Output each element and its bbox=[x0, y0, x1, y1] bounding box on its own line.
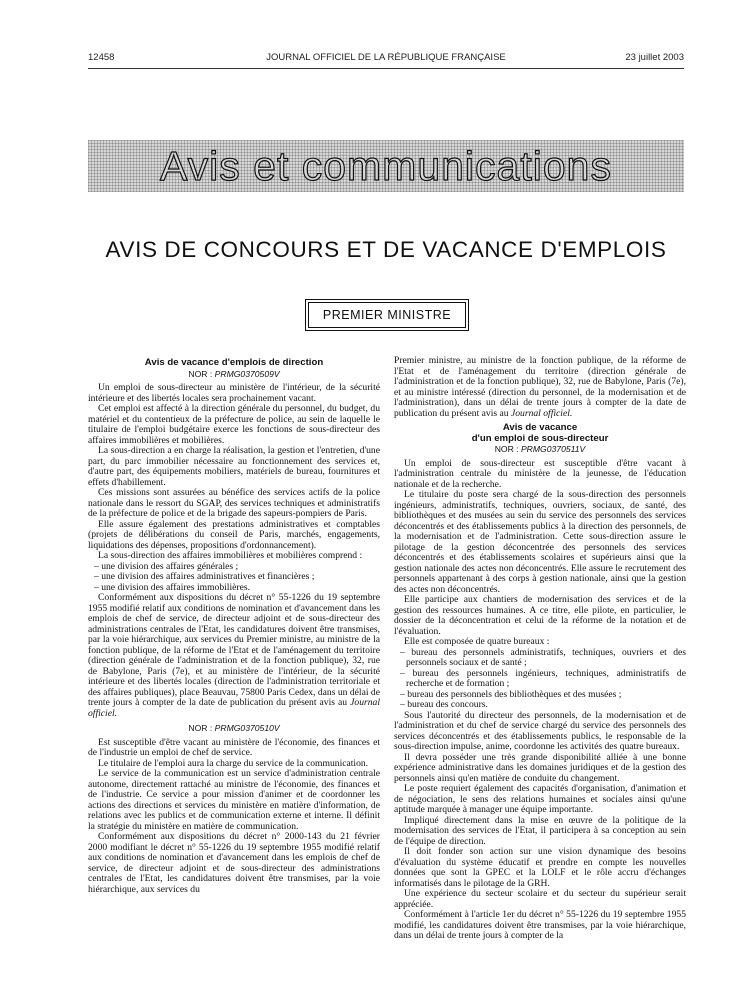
paragraph: Le poste requiert également des capacités d'organisation, d'animation et de négociation, le sens des relations humaines et sociales ainsi qu'une aptitude marquée à manager une équipe importante. bbox=[394, 783, 686, 815]
page-header bbox=[88, 52, 684, 66]
paragraph: Il devra posséder une très grande disponibilité alliée à une bonne expérience administrative dans les domaines juridiques et de la gestion des personnels ainsi qu'en matière de conduite du changement. bbox=[394, 751, 686, 784]
nor-reference: NOR : PRMG0370509V bbox=[188, 368, 280, 379]
division-list bbox=[88, 562, 380, 594]
paragraph: Impliqué directement dans la mise en œuvre de la politique de la modernisation des services de l'Etat, il participera à sa conception au sein de l'équipe de direction. bbox=[394, 814, 686, 847]
paragraph: Est susceptible d'être vacant au ministère de l'économie, des finances et de l'industrie un emploi de chef de service. bbox=[88, 736, 380, 758]
paragraph: Un emploi de sous-directeur est susceptible d'être vacant à l'administration centrale du ministère de la jeunesse, de l'éducation nationale et de la recherche. bbox=[394, 457, 686, 490]
paragraph: La sous-direction a en charge la réalisation, la gestion et l'entretien, d'une part, du parc immobilier nécessaire au fonctionnement des services et, d'autre part, des équipements mobiliers, matériels de bureau, fournitures et effets d'habillement. bbox=[88, 445, 380, 488]
left-column bbox=[88, 358, 380, 895]
paragraph: Conformément à l'article 1er du décret n° 55-1226 du 19 septembre 1955 modifié, les candidatures doivent être transmises, par la voie hiérarchique, dans un délai de trente jours à compter de la bbox=[394, 909, 686, 941]
paragraph: Elle est composée de quatre bureaux : bbox=[404, 636, 550, 647]
issue-date: 23 juillet 2003 bbox=[625, 52, 684, 63]
paragraph: La sous-direction des affaires immobilières et mobilières comprend : bbox=[98, 550, 363, 561]
notice-subtitle: d'un emploi de sous-directeur bbox=[471, 432, 609, 444]
journal-title: JOURNAL OFFICIEL DE LA RÉPUBLIQUE FRANÇAISE bbox=[266, 52, 506, 63]
nor-reference: NOR : PRMG0370511V bbox=[494, 444, 586, 454]
paragraph: Elle participe aux chantiers de modernisation des services et de la gestion des ressources humaines. A ce titre, elle pilote, en particulier, le dossier de la déconcentration et celui de la réforme de la notation et de l'évaluation. bbox=[394, 594, 686, 637]
paragraph-continued: Premier ministre, au ministre de la fonction publique, de la réforme de l'Etat et de l'aménagement du territoire (direction générale de l'administration et de la fonction publique), 32, rue de Babylone, Paris (7e), et au ministre intéressé (direction du personnel, de la modernisation et de l'administration), dans un délai de trente jours à compter de la date de publication du présent avis au Journal officiel. bbox=[394, 355, 686, 419]
paragraph: Conformément aux dispositions du décret n° 55-1226 du 19 septembre 1955 modifié relatif aux conditions de nomination et d'avancement dans les emplois de chef de service, de directeur adjoint et de sous-directeur des administrations centrales de l'Etat, les candidatures doivent être transmises, par la voie hiérarchique, aux services du Premier ministre, au ministre de la fonction publique, de la réforme de l'Etat et de l'aménagement du territoire (direction générale de l'administration et de la fonction publique), 32, rue de Babylone, Paris (7e), et au ministère de l'intérieur, de la sécurité intérieure et des libertés locales (direction de l'administration territoriale et des affaires publiques), place Beauvau, 75800 Paris Cedex, dans un délai de trente jours à compter de la date de publication du présent avis au Journal officiel. bbox=[88, 592, 381, 719]
paragraph: Une expérience du secteur scolaire et du secteur du supérieur serait appréciée. bbox=[394, 888, 686, 910]
list-item: – bureau des personnels des bibliothèques et des musées ; bbox=[400, 690, 686, 701]
section-banner bbox=[88, 140, 684, 192]
list-item: – une division des affaires générales ; bbox=[94, 562, 380, 573]
paragraph: Un emploi de sous-directeur au ministère de l'intérieur, de la sécurité intérieure et des libertés locales sera prochainement vacant. bbox=[88, 382, 380, 404]
list-item: – bureau des personnels ingénieurs, techniques, administratifs de recherche et de formation ; bbox=[400, 669, 686, 690]
page-number: 12458 bbox=[88, 52, 115, 63]
paragraph: Sous l'autorité du directeur des personnels, de la modernisation et de l'administration et du chef de service chargé du service des personnels des services déconcentrés et des établissements publics, le responsable de la sous-direction impulse, anime, coordonne les activités des quatre bureaux. bbox=[394, 709, 686, 752]
bureau-list bbox=[394, 648, 686, 711]
paragraph: Le titulaire de l'emploi aura la charge du service de la communication. bbox=[98, 757, 369, 769]
list-item: – bureau des personnels administratifs, techniques, ouvriers et des personnels sociaux et de santé ; bbox=[400, 648, 686, 669]
paragraph: Elle assure également des prestations administratives et comptables (projets de délibérations du conseil de Paris, marchés, engagements, liquidations des dépenses, propositions d'ordonnancement). bbox=[88, 518, 380, 551]
paragraph: Conformément aux dispositions du décret n° 2000-143 du 21 février 2000 modifiant le décret n° 55-1226 du 19 septembre 1955 modifié relatif aux conditions de nomination et d'avancement dans les emplois de chef de service, de directeur adjoint et de sous-directeur des administrations centrales de l'Etat, les candidatures doivent être transmises, par la voie hiérarchique, aux services du bbox=[88, 831, 380, 895]
paragraph: Le titulaire du poste sera chargé de la sous-direction des personnels ingénieurs, administratifs, techniques, ouvriers, sociaux, de santé, des bibliothèques et des musées au sein du service des personnels des services déconcentrés et des établissements publics à la direction des personnels, de la modernisation et de l'administration. Cette sous-direction assure le pilotage de la gestion déconcentrée des personnels des services déconcentrés et des établissements scolaires et supérieurs ainsi que la gestion nationale des actes non déconcentrés. Elle assure le recrutement des personnels appartenant à des corps à gestion nationale, ainsi que la gestion des actes non déconcentrés. bbox=[394, 489, 686, 595]
notice-title: Avis de vacance bbox=[502, 422, 578, 433]
right-column bbox=[394, 356, 686, 942]
paragraph: Cet emploi est affecté à la direction générale du personnel, du budget, du matériel et du contentieux de la préfecture de police, au sein de laquelle le titulaire de l'emploi budgétaire exerce les fonctions de sous-directeur des affaires immobilières et mobilières. bbox=[88, 403, 380, 446]
ministry-heading: PREMIER MINISTRE bbox=[308, 302, 466, 328]
nor-reference: NOR : PRMG0370510V bbox=[188, 723, 280, 733]
section-title: AVIS DE CONCOURS ET DE VACANCE D'EMPLOIS bbox=[105, 237, 667, 262]
header-rule bbox=[88, 68, 684, 69]
notice-title: Avis de vacance d'emplois de direction bbox=[144, 357, 324, 368]
paragraph: Ces missions sont assurées au bénéfice des services actifs de la police nationale dans le ressort du SGAP, des services techniques et administratifs de la préfecture de police et de la brigade des sapeurs-pompiers de Paris. bbox=[88, 487, 380, 519]
list-item: – une division des affaires administratives et financières ; bbox=[94, 572, 380, 583]
list-item: – bureau des concours. bbox=[400, 700, 686, 711]
paragraph: Le service de la communication est un service d'administration centrale autonome, directement rattaché au ministre de l'économie, des finances et de l'industrie. Ce service a pour mission d'animer et de coordonner les actions des directions et services du ministère en matière d'information, de relations avec les publics et de communication externe et interne. Il définit la stratégie du ministère en matière de communication. bbox=[88, 768, 380, 832]
list-item: – une division des affaires immobilières. bbox=[94, 583, 380, 594]
banner-title: Avis et communications bbox=[160, 143, 612, 189]
paragraph: Il doit fonder son action sur une vision dynamique des besoins d'évaluation du système éducatif et prendre en compte les nouvelles données que sont la GPEC et la LOLF et le rôle accru d'échanges informatisés dans le pilotage de la GRH. bbox=[394, 846, 686, 889]
